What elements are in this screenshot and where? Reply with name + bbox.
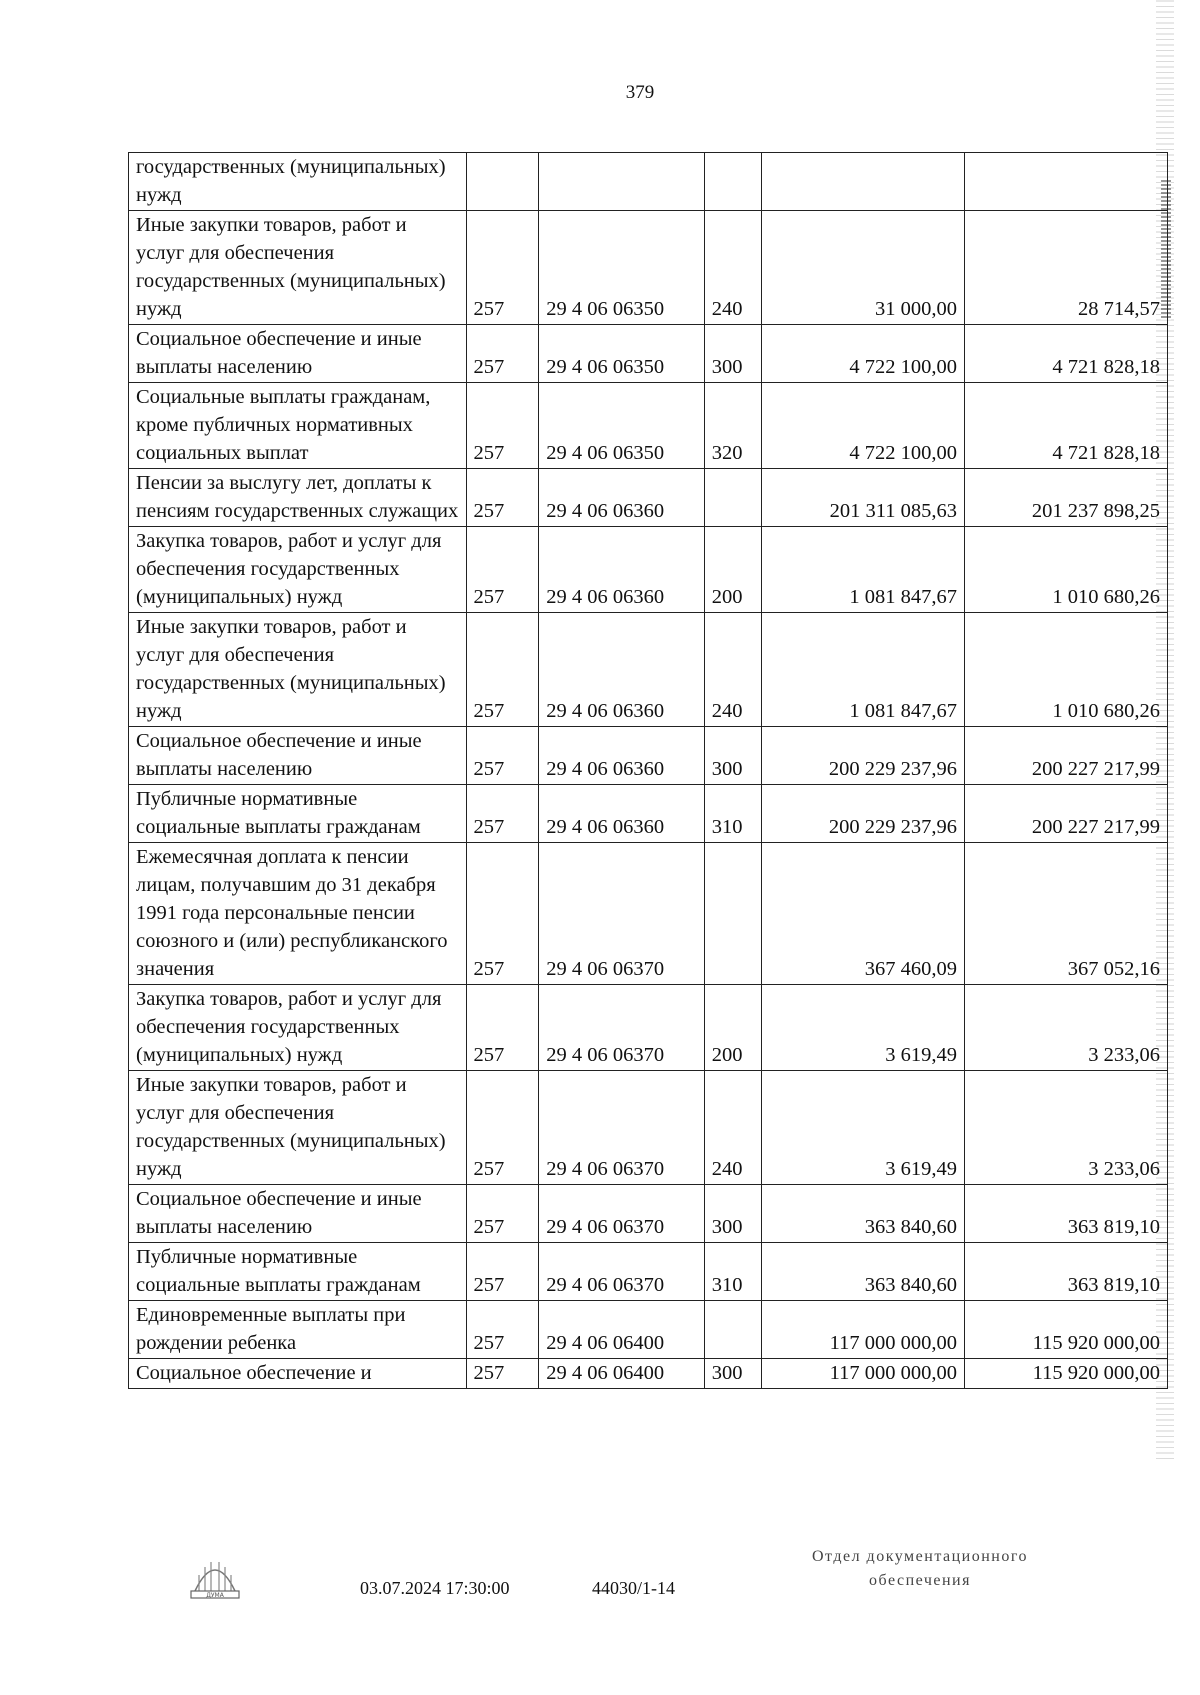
row-fact: 1 010 680,26 — [965, 527, 1168, 613]
table-row — [129, 527, 1168, 613]
row-plan: 363 840,60 — [762, 1185, 965, 1243]
table-row — [129, 785, 1168, 843]
row-name: Иные закупки товаров, работ и услуг для обеспечения государственных (муниципальных) нужд — [129, 211, 467, 325]
table-row — [129, 1301, 1168, 1359]
row-name: Публичные нормативные социальные выплаты гражданам — [129, 785, 467, 843]
row-plan: 367 460,09 — [762, 843, 965, 985]
row-plan: 4 722 100,00 — [762, 383, 965, 469]
row-csr: 29 4 06 06360 — [539, 469, 704, 527]
row-csr: 29 4 06 06400 — [539, 1359, 704, 1389]
row-name: Пенсии за выслугу лет, доплаты к пенсиям государственных служащих — [129, 469, 467, 527]
row-plan — [762, 153, 965, 211]
row-plan: 4 722 100,00 — [762, 325, 965, 383]
footer-timestamp: 03.07.2024 17:30:00 — [360, 1578, 510, 1598]
row-name: Ежемесячная доплата к пенсии лицам, получавшим до 31 декабря 1991 года персональные пенсии союзного и (или) республиканского значения — [129, 843, 467, 985]
row-vr: 300 — [704, 1185, 761, 1243]
table-row — [129, 469, 1168, 527]
row-vr — [704, 843, 761, 985]
budget-table-body — [129, 153, 1168, 1389]
table-row — [129, 1243, 1168, 1301]
row-name: Иные закупки товаров, работ и услуг для обеспечения государственных (муниципальных) нужд — [129, 1071, 467, 1185]
row-vr — [704, 153, 761, 211]
row-vr: 240 — [704, 211, 761, 325]
row-fact: 4 721 828,18 — [965, 383, 1168, 469]
row-csr: 29 4 06 06360 — [539, 785, 704, 843]
row-grbs: 257 — [466, 527, 539, 613]
row-csr: 29 4 06 06370 — [539, 1071, 704, 1185]
table-row — [129, 383, 1168, 469]
table-row — [129, 727, 1168, 785]
budget-table — [128, 152, 1168, 1389]
row-fact — [965, 153, 1168, 211]
stamp-line-1: Отдел документационного — [811, 1548, 1029, 1565]
row-grbs: 257 — [466, 325, 539, 383]
row-csr: 29 4 06 06400 — [539, 1301, 704, 1359]
department-stamp — [770, 1545, 1070, 1593]
row-vr: 310 — [704, 785, 761, 843]
row-grbs: 257 — [466, 1071, 539, 1185]
row-fact: 3 233,06 — [965, 985, 1168, 1071]
row-grbs: 257 — [466, 1243, 539, 1301]
row-fact: 1 010 680,26 — [965, 613, 1168, 727]
row-fact: 4 721 828,18 — [965, 325, 1168, 383]
row-plan: 200 229 237,96 — [762, 785, 965, 843]
stamp-line-2: обеспечения — [869, 1572, 971, 1589]
row-grbs: 257 — [466, 785, 539, 843]
row-csr — [539, 153, 704, 211]
row-csr: 29 4 06 06370 — [539, 1185, 704, 1243]
table-row — [129, 1071, 1168, 1185]
row-grbs — [466, 153, 539, 211]
row-fact: 115 920 000,00 — [965, 1359, 1168, 1389]
row-vr: 300 — [704, 325, 761, 383]
row-name: Закупка товаров, работ и услуг для обеспечения государственных (муниципальных) нужд — [129, 985, 467, 1071]
row-fact: 3 233,06 — [965, 1071, 1168, 1185]
row-name: Иные закупки товаров, работ и услуг для обеспечения государственных (муниципальных) нужд — [129, 613, 467, 727]
row-fact: 367 052,16 — [965, 843, 1168, 985]
row-csr: 29 4 06 06360 — [539, 527, 704, 613]
row-fact: 200 227 217,99 — [965, 727, 1168, 785]
row-vr: 310 — [704, 1243, 761, 1301]
row-vr: 240 — [704, 613, 761, 727]
row-csr: 29 4 06 06370 — [539, 1243, 704, 1301]
row-grbs: 257 — [466, 469, 539, 527]
table-row — [129, 1359, 1168, 1389]
row-vr: 320 — [704, 383, 761, 469]
row-fact: 363 819,10 — [965, 1185, 1168, 1243]
page-number: 379 — [625, 82, 655, 103]
row-vr: 200 — [704, 527, 761, 613]
table-row — [129, 211, 1168, 325]
table-row — [129, 1185, 1168, 1243]
duma-logo-icon — [185, 1547, 245, 1601]
table-row — [129, 153, 1168, 211]
row-fact: 28 714,57 — [965, 211, 1168, 325]
row-csr: 29 4 06 06350 — [539, 325, 704, 383]
row-plan: 117 000 000,00 — [762, 1301, 965, 1359]
row-plan: 363 840,60 — [762, 1243, 965, 1301]
row-plan: 3 619,49 — [762, 1071, 965, 1185]
row-grbs: 257 — [466, 843, 539, 985]
row-plan: 117 000 000,00 — [762, 1359, 965, 1389]
row-grbs: 257 — [466, 1359, 539, 1389]
row-name: государственных (муниципальных) нужд — [129, 153, 467, 211]
row-name: Социальное обеспечение и — [129, 1359, 467, 1389]
table-row — [129, 613, 1168, 727]
row-grbs: 257 — [466, 727, 539, 785]
row-vr: 200 — [704, 985, 761, 1071]
row-plan: 1 081 847,67 — [762, 613, 965, 727]
row-vr: 300 — [704, 1359, 761, 1389]
row-vr: 240 — [704, 1071, 761, 1185]
row-plan: 201 311 085,63 — [762, 469, 965, 527]
row-grbs: 257 — [466, 211, 539, 325]
footer-doc-number: 44030/1-14 — [592, 1578, 675, 1598]
row-grbs: 257 — [466, 985, 539, 1071]
row-grbs: 257 — [466, 613, 539, 727]
row-vr — [704, 469, 761, 527]
row-name: Социальное обеспечение и иные выплаты населению — [129, 727, 467, 785]
table-row — [129, 985, 1168, 1071]
row-name: Закупка товаров, работ и услуг для обеспечения государственных (муниципальных) нужд — [129, 527, 467, 613]
row-csr: 29 4 06 06370 — [539, 843, 704, 985]
row-fact: 115 920 000,00 — [965, 1301, 1168, 1359]
row-plan: 200 229 237,96 — [762, 727, 965, 785]
row-fact: 200 227 217,99 — [965, 785, 1168, 843]
table-row — [129, 843, 1168, 985]
row-name: Социальное обеспечение и иные выплаты населению — [129, 1185, 467, 1243]
row-vr — [704, 1301, 761, 1359]
duma-logo-text: ДУМА — [206, 1592, 224, 1599]
row-name: Единовременные выплаты при рождении ребенка — [129, 1301, 467, 1359]
row-csr: 29 4 06 06360 — [539, 727, 704, 785]
row-plan: 31 000,00 — [762, 211, 965, 325]
row-name: Социальное обеспечение и иные выплаты населению — [129, 325, 467, 383]
row-csr: 29 4 06 06350 — [539, 211, 704, 325]
row-csr: 29 4 06 06360 — [539, 613, 704, 727]
row-grbs: 257 — [466, 1301, 539, 1359]
row-name: Социальные выплаты гражданам, кроме публичных нормативных социальных выплат — [129, 383, 467, 469]
row-name: Публичные нормативные социальные выплаты гражданам — [129, 1243, 467, 1301]
row-csr: 29 4 06 06370 — [539, 985, 704, 1071]
row-plan: 3 619,49 — [762, 985, 965, 1071]
row-grbs: 257 — [466, 1185, 539, 1243]
row-grbs: 257 — [466, 383, 539, 469]
table-row — [129, 325, 1168, 383]
row-fact: 363 819,10 — [965, 1243, 1168, 1301]
row-fact: 201 237 898,25 — [965, 469, 1168, 527]
row-plan: 1 081 847,67 — [762, 527, 965, 613]
row-csr: 29 4 06 06350 — [539, 383, 704, 469]
row-vr: 300 — [704, 727, 761, 785]
